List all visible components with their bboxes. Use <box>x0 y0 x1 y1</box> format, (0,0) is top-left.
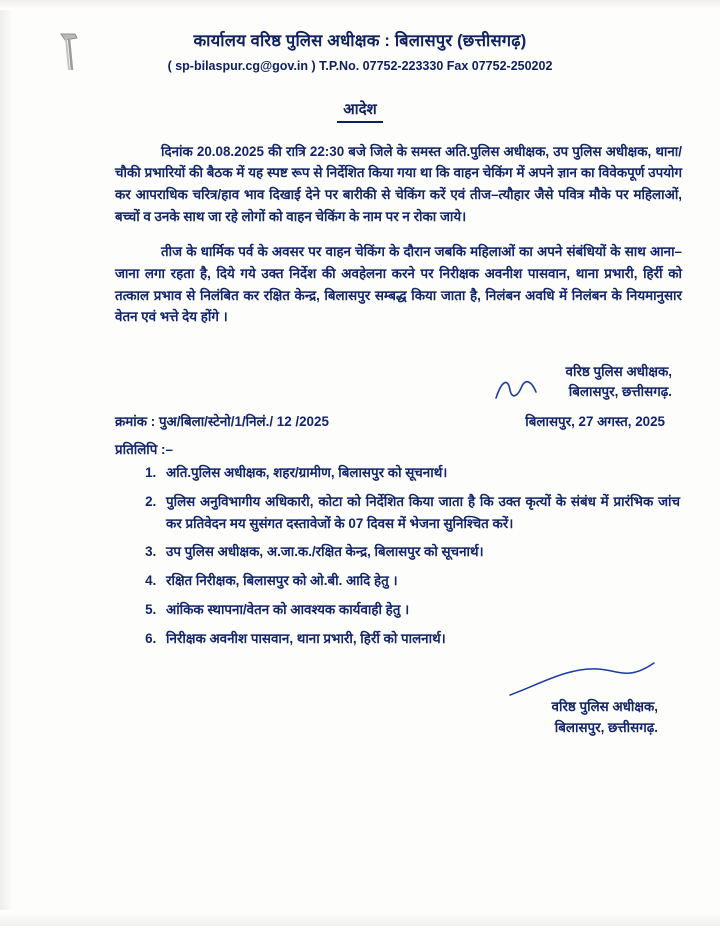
document-title: आदेश <box>343 101 377 118</box>
list-item: 4. रक्षित निरीक्षक, बिलासपुर को ओ.बी. आदि हेतु । <box>160 570 680 592</box>
office-heading: कार्यालय वरिष्ठ पुलिस अधीक्षक : बिलासपुर (छत्तीसगढ़) <box>193 32 527 50</box>
signature-block-top <box>0 362 672 402</box>
paragraph-2: तीज के धार्मिक पर्व के अवसर पर वाहन चेकिंग के दौरान जबकि महिलाओं का अपने संबंधियों के साथ आना–जाना लगा रहता है, दिये गये उक्त निर्देश की अवहेलना करने पर निरीक्षक अवनीश पासवान, थाना प्रभारी, हिर्री को तत्काल प्रभाव से निलंबित कर रक्षित केन्द्र, बिलासपुर सम्बद्ध किया जाता है, निलंबन अवधि में निलंबन के नियमानुसार वेतन एवं भत्ते देय होंगे । <box>115 244 682 325</box>
list-item: 1. अति.पुलिस अधीक्षक, शहर/ग्रामीण, बिलासपुर को सूचनार्थ। <box>160 462 680 484</box>
list-item: 6. निरीक्षक अवनीश पासवान, थाना प्रभारी, हिर्री को पालनार्थ। <box>160 628 680 650</box>
signature-block-bottom <box>0 697 658 739</box>
signature-top-line-2: बिलासपुर, छत्तीसगढ़. <box>568 384 672 400</box>
copy-list <box>138 462 680 649</box>
list-item: 2. पुलिस अनुविभागीय अधिकारी, कोटा को निर्देशित किया जाता है कि उक्त कृत्यों के संबंध में प्रारंभिक जांच कर प्रतिवेदन मय सुसंगत दस्तावेजों के 07 दिवस में भेजना सुनिश्चित करें। <box>160 491 680 534</box>
paragraph-1: दिनांक 20.08.2025 की रात्रि 22:30 बजे जिले के समस्त अति.पुलिस अधीक्षक, उप पुलिस अधीक्षक, थाना/चौकी प्रभारियों की बैठक में यह स्पष्ट रूप से निर्देशित किया गया था कि वाहन चेकिंग में अपने ज्ञान का विवेकपूर्ण उपयोग कर आपराधिक चरित्र/हाव भाव दिखाई देने पर बारीकी से चेकिंग करें एवं तीज–त्यौहार जैसे पवित्र मौके पर महिलाओं, बच्चों व उनके साथ जा रहे लोगों को वाहन चेकिंग के नाम पर न रोका जाये। <box>115 143 682 224</box>
list-item: 5. आंकिक स्थापना/वेतन को आवश्यक कार्यवाही हेतु । <box>160 599 680 621</box>
place-date: बिलासपुर, 27 अगस्त, 2025 <box>525 414 665 430</box>
list-item: 3. उप पुलिस अधीक्षक, अ.जा.क./रक्षित केन्द्र, बिलासपुर को सूचनार्थ। <box>160 541 680 563</box>
signature-mark-bottom-icon <box>508 655 658 701</box>
signature-top-line-1: वरिष्ठ पुलिस अधीक्षक, <box>565 364 672 380</box>
office-contact: ( sp-bilaspur.cg@gov.in ) T.P.No. 07752-223330 Fax 07752-250202 <box>167 59 553 73</box>
signature-bottom-line-2: बिलासपुर, छत्तीसगढ़. <box>554 720 658 736</box>
title-underline <box>337 121 383 123</box>
scan-edge-bottom <box>0 910 720 926</box>
signature-bottom-line-1: वरिष्ठ पुलिस अधीक्षक, <box>551 699 658 715</box>
copy-label: प्रतिलिपि :– <box>115 442 173 458</box>
meta-row <box>115 412 720 430</box>
signature-mark-icon <box>492 376 552 402</box>
reference-number: क्रमांक : पुअ/बिला/स्टेनो/1/निलं./ 12 /2025 <box>115 414 329 430</box>
body-text <box>115 141 692 329</box>
